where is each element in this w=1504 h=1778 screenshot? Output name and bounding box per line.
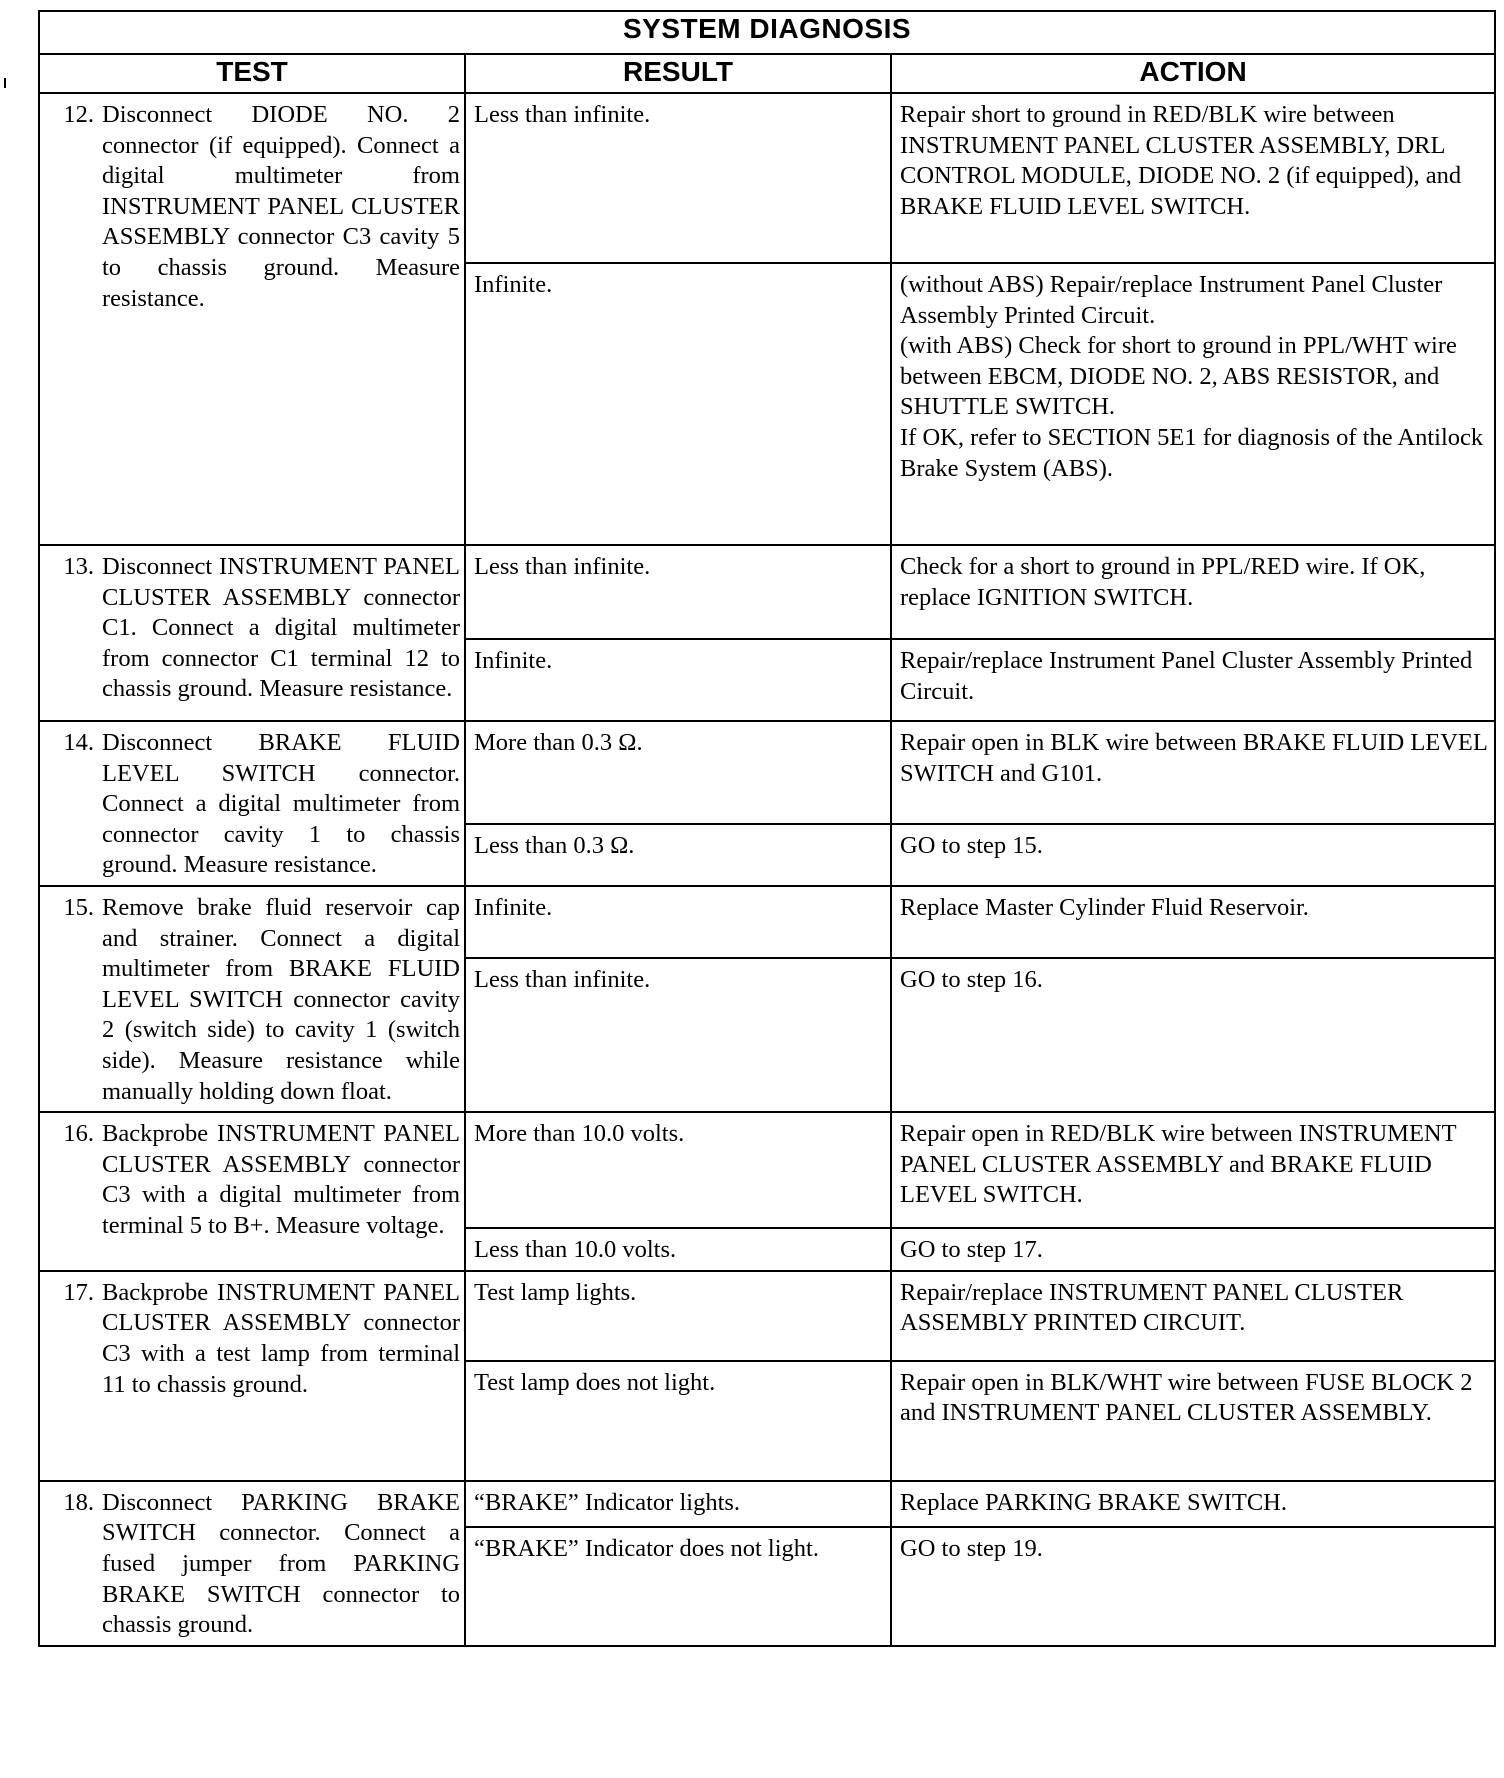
action-text: (with ABS) Check for short to ground in PPL/WHT wire between EBCM, DIODE NO. 2, ABS RESISTOR, and SHUTTLE SWITCH.	[900, 332, 1457, 421]
diagnosis-page	[38, 10, 1494, 1647]
action-text: Repair open in BLK/WHT wire between FUSE BLOCK 2 and INSTRUMENT PANEL CLUSTER ASSEMBLY.	[900, 1368, 1473, 1427]
result-cell: Less than 0.3 Ω.	[465, 824, 891, 886]
action-cell	[891, 886, 1495, 958]
result-cell: Test lamp lights.	[465, 1271, 891, 1361]
table-row	[39, 545, 1495, 639]
step-number: 18.	[63, 1488, 94, 1516]
step-test-text: Backprobe INSTRUMENT PANEL CLUSTER ASSEMBLY connector C3 with a digital multimeter from terminal 5 to B+. Measure voltage.	[102, 1120, 460, 1239]
test-cell	[39, 1112, 465, 1271]
action-text: Repair open in RED/BLK wire between INSTRUMENT PANEL CLUSTER ASSEMBLY and BRAKE FLUID LEVEL SWITCH.	[900, 1120, 1457, 1209]
test-cell	[39, 1481, 465, 1646]
test-cell	[39, 721, 465, 886]
result-cell: More than 10.0 volts.	[465, 1112, 891, 1228]
table-body	[39, 93, 1495, 1646]
result-cell: Test lamp does not light.	[465, 1361, 891, 1481]
result-cell: Infinite.	[465, 886, 891, 958]
test-cell	[39, 1271, 465, 1481]
margin-mark	[4, 78, 9, 88]
action-cell	[891, 1112, 1495, 1228]
table-row	[39, 1481, 1495, 1527]
table-row	[39, 721, 1495, 824]
action-cell	[891, 545, 1495, 639]
step-number: 16.	[63, 1120, 94, 1148]
step-number: 12.	[63, 101, 94, 128]
action-text: GO to step 17.	[900, 1236, 1043, 1264]
action-cell	[891, 639, 1495, 721]
result-cell: Less than 10.0 volts.	[465, 1228, 891, 1271]
action-cell	[891, 1361, 1495, 1481]
action-text: Replace Master Cylinder Fluid Reservoir.	[900, 893, 1309, 921]
header-test: TEST	[39, 54, 465, 93]
test-cell	[39, 545, 465, 721]
step-test-text: Disconnect INSTRUMENT PANEL CLUSTER ASSEMBLY connector C1. Connect a digital multimeter from connector C1 terminal 12 to chassis ground. Measure resistance.	[102, 553, 460, 703]
result-cell: Infinite.	[465, 639, 891, 721]
action-text: Repair/replace Instrument Panel Cluster Assembly Printed Circuit.	[900, 647, 1473, 705]
step-number: 15.	[63, 893, 94, 921]
test-cell	[39, 93, 465, 545]
step-test-text: Remove brake fluid reservoir cap and strainer. Connect a digital multimeter from BRAKE FLUID LEVEL SWITCH connector cavity 2 (switch side) to cavity 1 (switch side). Measure resistance while manually holding down float.	[102, 893, 460, 1105]
step-number: 17.	[63, 1278, 94, 1306]
action-text: GO to step 16.	[900, 966, 1043, 994]
header-result: RESULT	[465, 54, 891, 93]
action-text: GO to step 15.	[900, 831, 1043, 859]
action-text: Repair/replace INSTRUMENT PANEL CLUSTER ASSEMBLY PRINTED CIRCUIT.	[900, 1278, 1404, 1337]
step-test-text: Backprobe INSTRUMENT PANEL CLUSTER ASSEMBLY connector C3 with a test lamp from terminal 11 to chassis ground.	[102, 1278, 460, 1398]
action-cell	[891, 263, 1495, 545]
test-cell	[39, 886, 465, 1112]
action-text: GO to step 19.	[900, 1534, 1043, 1562]
action-text: Repair short to ground in RED/BLK wire between INSTRUMENT PANEL CLUSTER ASSEMBLY, DRL CONTROL MODULE, DIODE NO. 2 (if equipped), and BRAKE FLUID LEVEL SWITCH.	[900, 101, 1462, 220]
table-title: SYSTEM DIAGNOSIS	[39, 11, 1495, 54]
table-row	[39, 1271, 1495, 1361]
action-cell	[891, 1228, 1495, 1271]
table-row	[39, 1112, 1495, 1228]
action-cell	[891, 1271, 1495, 1361]
header-action: ACTION	[891, 54, 1495, 93]
table-row	[39, 886, 1495, 958]
table-row	[39, 93, 1495, 263]
action-text: (without ABS) Repair/replace Instrument Panel Cluster Assembly Printed Circuit.	[900, 271, 1443, 329]
action-cell	[891, 93, 1495, 263]
action-cell	[891, 721, 1495, 824]
action-text: If OK, refer to SECTION 5E1 for diagnosis of the Antilock Brake System (ABS).	[900, 423, 1484, 482]
result-cell: More than 0.3 Ω.	[465, 721, 891, 824]
result-cell: “BRAKE” Indicator lights.	[465, 1481, 891, 1527]
step-number: 13.	[63, 553, 94, 580]
step-number: 14.	[63, 729, 94, 756]
result-cell: Infinite.	[465, 263, 891, 545]
step-test-text: Disconnect DIODE NO. 2 connector (if equipped). Connect a digital multimeter from INSTRUMENT PANEL CLUSTER ASSEMBLY connector C3 cavity 5 to chassis ground. Measure resistance.	[102, 101, 460, 312]
result-cell: Less than infinite.	[465, 93, 891, 263]
action-text: Replace PARKING BRAKE SWITCH.	[900, 1488, 1287, 1516]
result-cell: “BRAKE” Indicator does not light.	[465, 1527, 891, 1646]
action-cell	[891, 824, 1495, 886]
action-text: Repair open in BLK wire between BRAKE FLUID LEVEL SWITCH and G101.	[900, 729, 1487, 787]
action-cell	[891, 1527, 1495, 1646]
action-cell	[891, 1481, 1495, 1527]
system-diagnosis-table	[38, 10, 1496, 1647]
result-cell: Less than infinite.	[465, 545, 891, 639]
step-test-text: Disconnect PARKING BRAKE SWITCH connector. Connect a fused jumper from PARKING BRAKE SWITCH connector to chassis ground.	[102, 1488, 460, 1639]
action-cell	[891, 958, 1495, 1112]
step-test-text: Disconnect BRAKE FLUID LEVEL SWITCH connector. Connect a digital multimeter from connector cavity 1 to chassis ground. Measure resistance.	[102, 729, 460, 879]
result-cell: Less than infinite.	[465, 958, 891, 1112]
action-text: Check for a short to ground in PPL/RED wire. If OK, replace IGNITION SWITCH.	[900, 553, 1426, 611]
